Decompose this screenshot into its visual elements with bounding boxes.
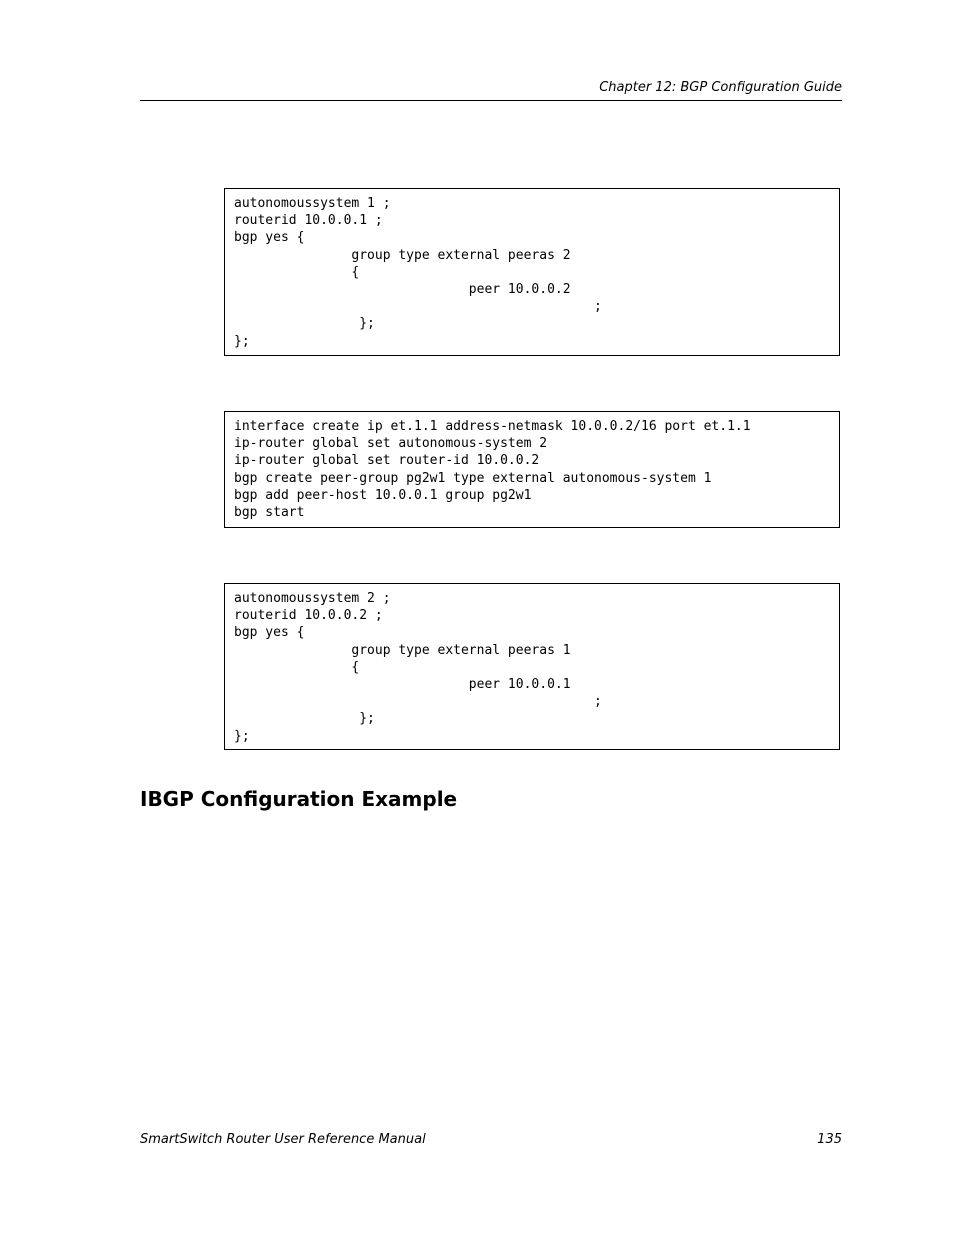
code-text: autonomoussystem 1 ; routerid 10.0.0.1 ; bgp yes { group type external peeras 2 { peer 10.0.0.2 ; }; }; <box>234 196 602 349</box>
code-block-as2-gated-config <box>224 583 840 750</box>
code-block-router-cli-config <box>224 411 840 528</box>
code-block-as1-gated-config <box>224 188 840 356</box>
section-heading: IBGP Configuration Example <box>140 787 458 811</box>
code-text: interface create ip et.1.1 address-netmask 10.0.0.2/16 port et.1.1 ip-router global set autonomous-system 2 ip-router global set router-id 10.0.0.2 bgp create peer-group pg2w1 type external autonomous-system 1 bgp add peer-host 10.0.0.1 group pg2w1 bgp start <box>234 419 751 521</box>
code-text: autonomoussystem 2 ; routerid 10.0.0.2 ; bgp yes { group type external peeras 1 { peer 10.0.0.1 ; }; }; <box>234 591 602 744</box>
chapter-title: Chapter 12: BGP Configuration Guide <box>599 80 842 95</box>
footer-page-number: 135 <box>817 1132 842 1147</box>
page-header <box>140 78 842 101</box>
footer-manual-title: SmartSwitch Router User Reference Manual <box>140 1132 426 1147</box>
